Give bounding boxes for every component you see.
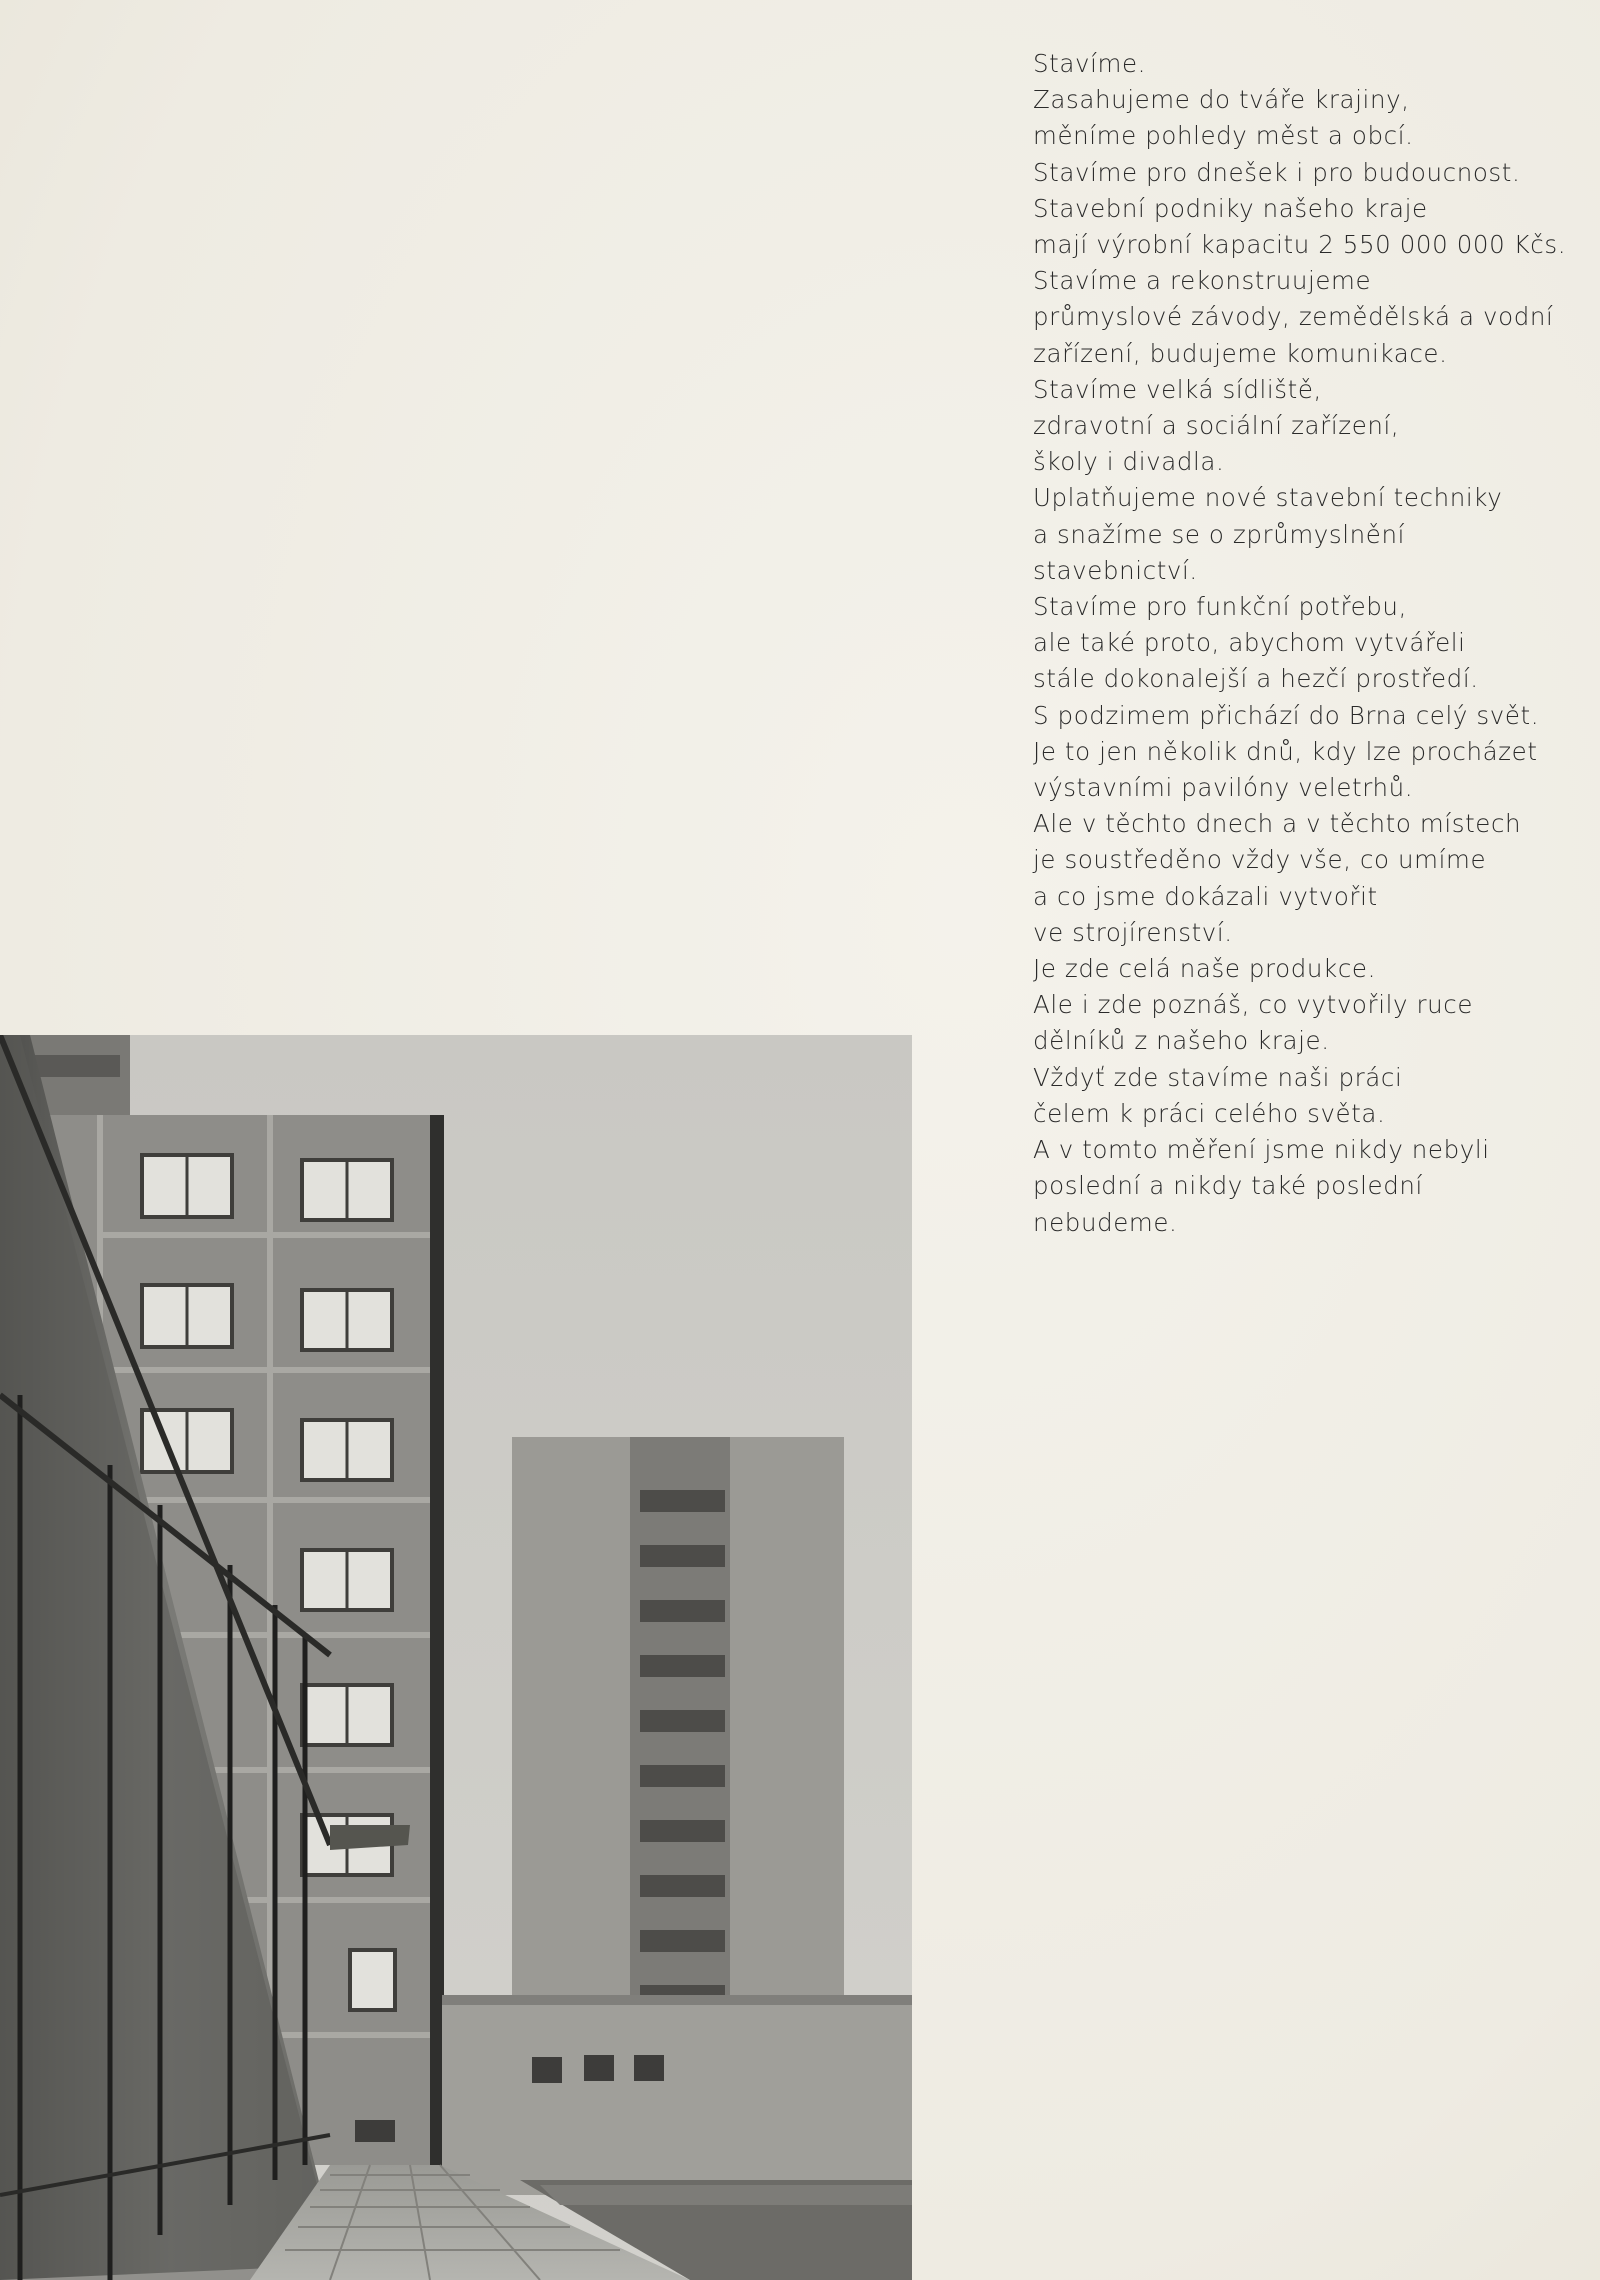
text-line: Uplatňujeme nové stavební techniky xyxy=(1033,483,1503,513)
text-line: Stavíme velká sídliště, xyxy=(1033,374,1322,404)
building-photo-icon xyxy=(0,1035,912,2280)
text-line: měníme pohledy měst a obcí. xyxy=(1033,121,1414,151)
text-line: ale také proto, abychom vytvářeli xyxy=(1033,628,1466,658)
text-line: Zasahujeme do tváře krajiny, xyxy=(1033,85,1410,115)
text-line: zdravotní a sociální zařízení, xyxy=(1033,411,1400,441)
text-line: Je zde celá naše produkce. xyxy=(1033,954,1376,984)
text-line: ve strojírenství. xyxy=(1033,917,1233,947)
text-line: Stavíme pro dnešek i pro budoucnost. xyxy=(1033,157,1521,187)
text-line: a co jsme dokázali vytvořit xyxy=(1033,881,1378,911)
text-line: mají výrobní kapacitu 2 550 000 000 Kčs. xyxy=(1033,230,1567,260)
text-line: Ale i zde poznáš, co vytvořily ruce xyxy=(1033,990,1474,1020)
text-line: Ale v těchto dnech a v těchto místech xyxy=(1033,809,1522,839)
building-photo xyxy=(0,1035,912,2280)
text-line: dělníků z našeho kraje. xyxy=(1033,1026,1330,1056)
text-line: nebudeme. xyxy=(1033,1207,1178,1237)
body-text xyxy=(1033,46,1573,1241)
text-line: výstavními pavilóny veletrhů. xyxy=(1033,773,1414,803)
text-line: stále dokonalejší a hezčí prostředí. xyxy=(1033,664,1479,694)
text-line: Stavíme a rekonstruujeme xyxy=(1033,266,1372,296)
text-line: Stavební podniky našeho kraje xyxy=(1033,193,1428,223)
text-line: zařízení, budujeme komunikace. xyxy=(1033,338,1448,368)
text-line: A v tomto měření jsme nikdy nebyli xyxy=(1033,1135,1490,1165)
text-line: S podzimem přichází do Brna celý svět. xyxy=(1033,700,1540,730)
text-line: Vždyť zde stavíme naši práci xyxy=(1033,1062,1403,1092)
text-line: čelem k práci celého světa. xyxy=(1033,1098,1386,1128)
text-line: poslední a nikdy také poslední xyxy=(1033,1171,1423,1201)
text-line: Stavíme pro funkční potřebu, xyxy=(1033,592,1407,622)
text-line: a snažíme se o zprůmyslnění xyxy=(1033,519,1405,549)
text-line: Je to jen několik dnů, kdy lze procházet xyxy=(1033,736,1538,766)
text-line: stavebnictví. xyxy=(1033,555,1198,585)
text-line: Stavíme. xyxy=(1033,49,1147,78)
text-line: je soustředěno vždy vše, co umíme xyxy=(1033,845,1487,875)
text-line: průmyslové závody, zemědělská a vodní xyxy=(1033,302,1554,332)
text-line: školy i divadla. xyxy=(1033,447,1225,477)
